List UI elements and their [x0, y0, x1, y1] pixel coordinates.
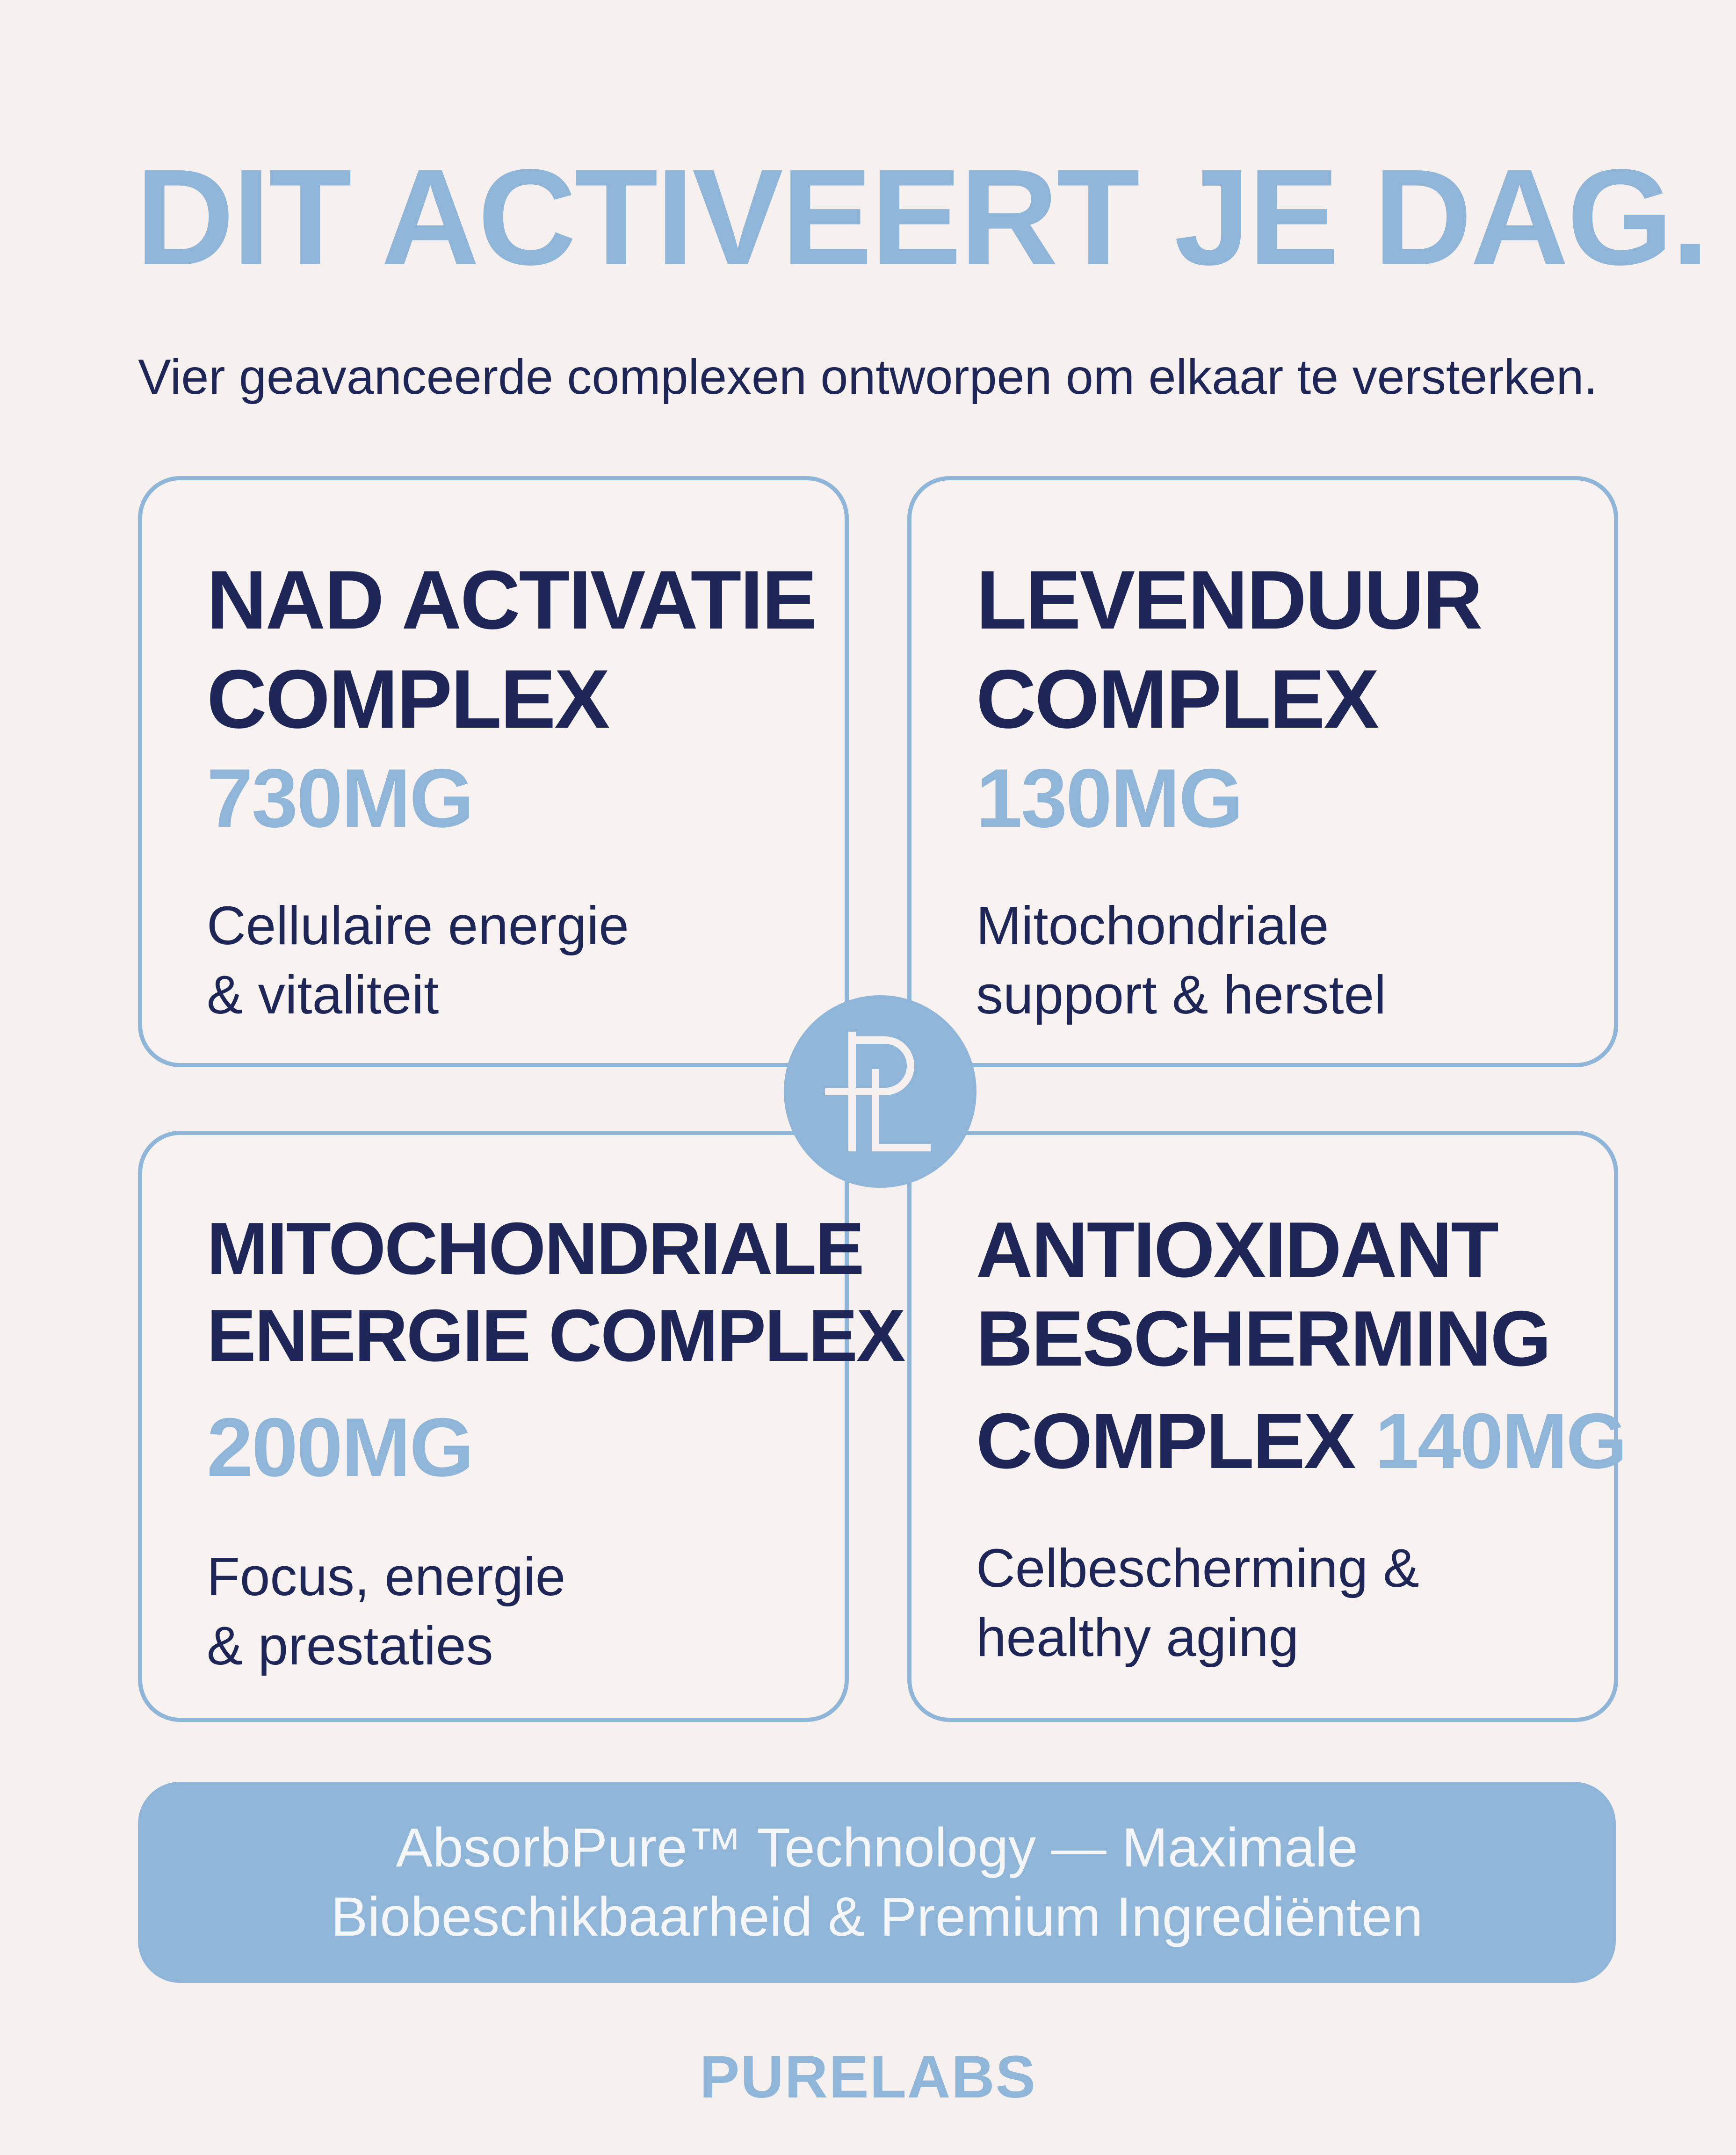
card-title-line: NAD ACTIVATIE	[207, 553, 816, 646]
card-description	[976, 1533, 1614, 1672]
card-title-line: ANTIOXIDANT	[976, 1206, 1497, 1294]
card-title-line: MITOCHONDRIALE	[207, 1208, 863, 1290]
complex-card-levenduur	[907, 476, 1618, 1067]
technology-banner	[138, 1782, 1616, 1983]
card-title	[207, 550, 845, 749]
dose-amount: 130MG	[976, 752, 1242, 845]
card-description-line: Cellulaire energie	[207, 895, 629, 956]
complex-card-mitochondriale	[138, 1131, 904, 1722]
card-title-line: ENERGIE COMPLEX	[207, 1294, 904, 1377]
dose-amount: 140MG	[1375, 1397, 1626, 1485]
banner-line: Biobeschikbaarheid & Premium Ingrediënten	[331, 1886, 1423, 1948]
pl-monogram-icon	[784, 995, 976, 1188]
card-title-line: COMPLEX	[976, 652, 1378, 745]
card-title-line: COMPLEX	[207, 652, 609, 745]
card-title	[976, 1205, 1626, 1490]
card-description-line: Celbescherming &	[976, 1538, 1419, 1598]
card-title-word: COMPLEX	[976, 1397, 1355, 1485]
card-description-line: Mitochondriale	[976, 895, 1329, 956]
brand-wordmark: PURELABS	[699, 2044, 1037, 2111]
card-title-line: LEVENDUUR	[976, 553, 1482, 646]
dose-amount: 200MG	[207, 1401, 473, 1494]
card-description-line: & prestaties	[207, 1615, 493, 1676]
dose-amount: 730MG	[207, 752, 473, 845]
card-title-line	[976, 1391, 1626, 1490]
card-description	[207, 1542, 845, 1680]
card-description	[976, 891, 1614, 1029]
pl-monogram-glyph	[819, 1021, 941, 1162]
card-title	[207, 1205, 904, 1379]
page-title: DIT ACTIVEERT JE DAG.	[136, 141, 1707, 293]
complex-card-nad	[138, 476, 849, 1067]
card-description-line: healthy aging	[976, 1607, 1299, 1668]
card-description-line: support & herstel	[976, 964, 1386, 1025]
complex-card-antioxidant	[907, 1131, 1626, 1722]
card-description-line: & vitaliteit	[207, 964, 439, 1025]
card-description	[207, 891, 845, 1029]
card-title-line: BESCHERMING	[976, 1294, 1550, 1382]
page-subtitle: Vier geavanceerde complexen ontworpen om elkaar te versterken.	[138, 349, 1598, 405]
banner-line: AbsorbPure™ Technology — Maximale	[396, 1817, 1358, 1879]
card-title	[976, 550, 1614, 749]
card-description-line: Focus, energie	[207, 1546, 566, 1607]
